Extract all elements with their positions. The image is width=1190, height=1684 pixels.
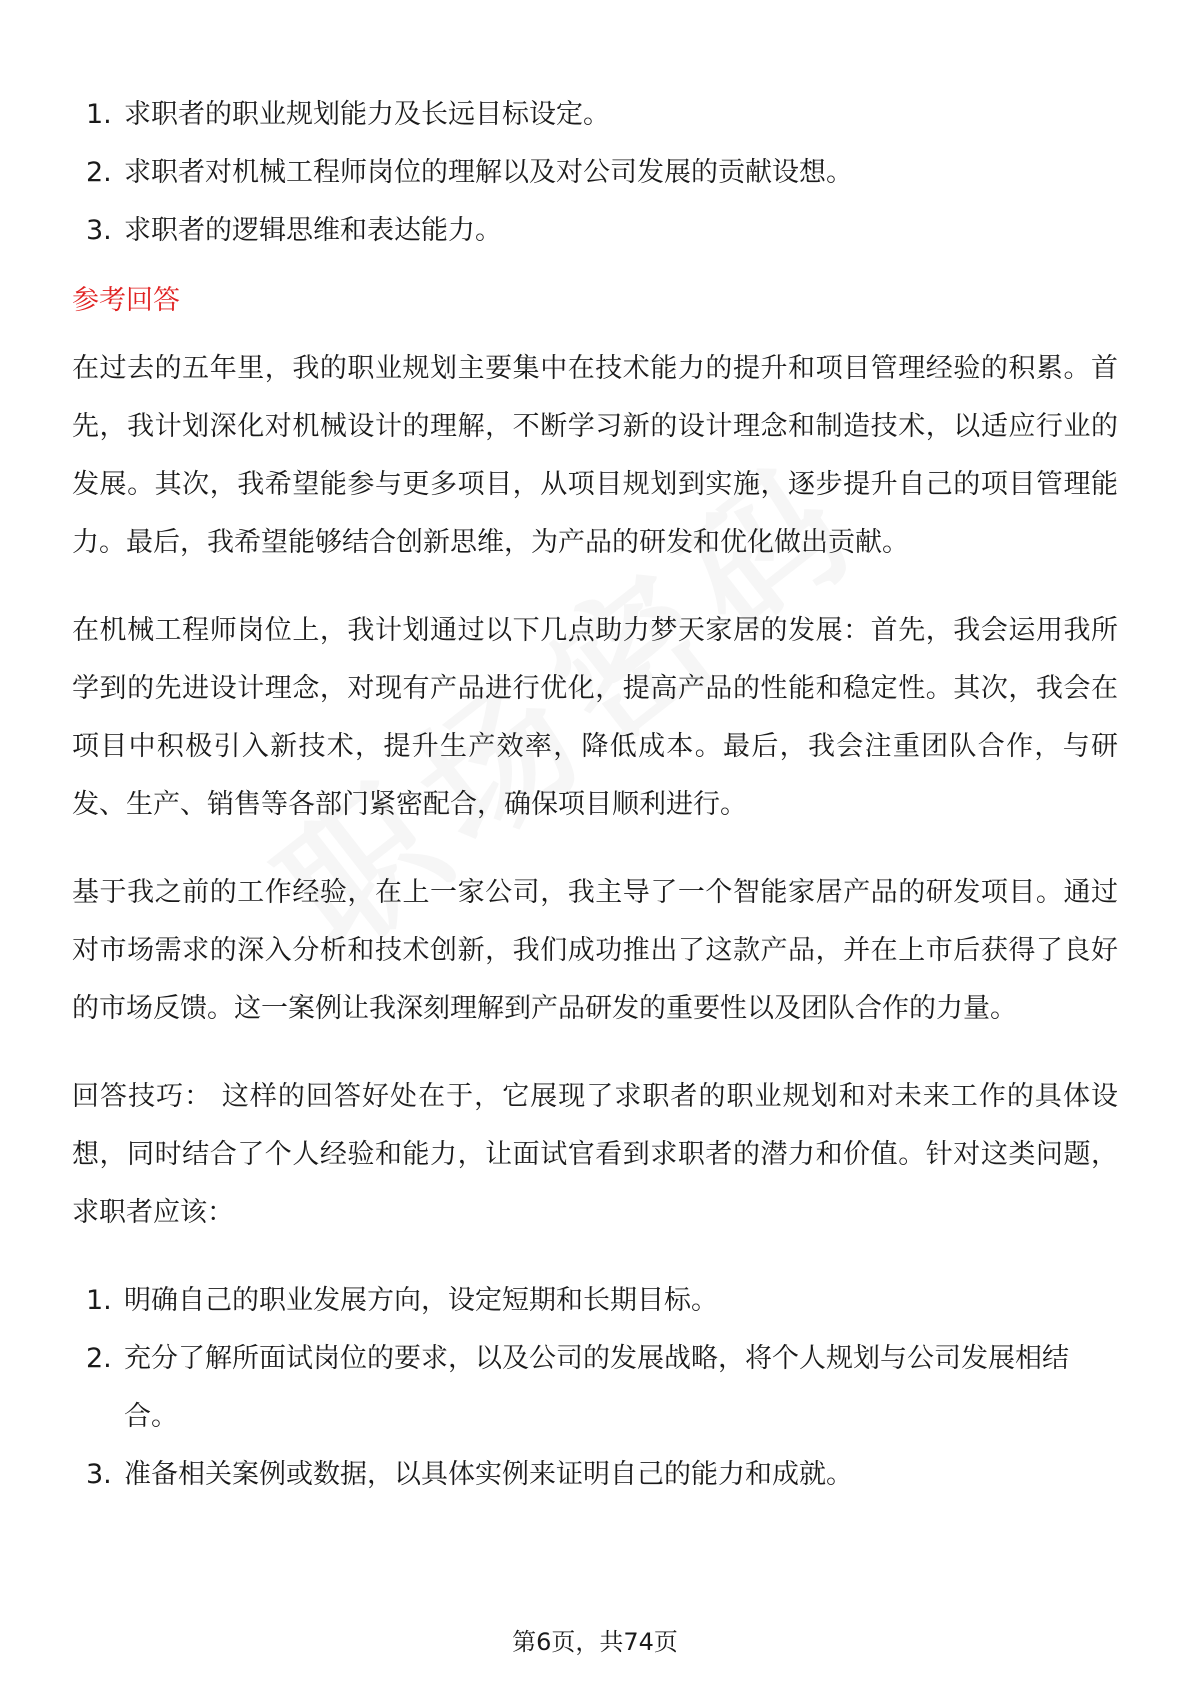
list-item-number: 3. — [86, 215, 112, 246]
list-item — [72, 1446, 1118, 1504]
list-item-number: 3. — [86, 1459, 112, 1490]
list-item — [72, 1330, 1118, 1446]
list-item-number: 2. — [86, 157, 112, 188]
paragraph-tips: 回答技巧： 这样的回答好处在于，它展现了求职者的职业规划和对未来工作的具体设想，同时结合了个人经验和能力，让面试官看到求职者的潜力和价值。针对这类问题，求职者应该： — [72, 1081, 1118, 1228]
page-content — [72, 86, 1118, 1504]
top-numbered-list — [72, 86, 1118, 260]
bottom-numbered-list — [72, 1272, 1118, 1504]
list-item — [72, 202, 1118, 260]
list-item — [72, 144, 1118, 202]
list-item — [72, 1272, 1118, 1330]
list-item-text: 充分了解所面试岗位的要求，以及公司的发展战略，将个人规划与公司发展相结合。 — [124, 1343, 1069, 1432]
list-item-text: 准备相关案例或数据，以具体实例来证明自己的能力和成就。 — [124, 1459, 853, 1490]
paragraph: 在机械工程师岗位上，我计划通过以下几点助力梦天家居的发展：首先，我会运用我所学到的先进设计理念，对现有产品进行优化，提高产品的性能和稳定性。其次，我会在项目中积极引入新技术，提升生产效率，降低成本。最后，我会注重团队合作，与研发、生产、销售等各部门紧密配合，确保项目顺利进行。 — [72, 615, 1118, 820]
page-number-footer: 第6页，共74页 — [512, 1628, 678, 1656]
list-item-text: 求职者的职业规划能力及长远目标设定。 — [124, 99, 610, 130]
list-item-text: 求职者的逻辑思维和表达能力。 — [124, 215, 502, 246]
list-item-text: 明确自己的职业发展方向，设定短期和长期目标。 — [124, 1285, 718, 1316]
list-item-number: 1. — [86, 99, 112, 130]
paragraph: 在过去的五年里，我的职业规划主要集中在技术能力的提升和项目管理经验的积累。首先，我计划深化对机械设计的理解，不断学习新的设计理念和制造技术，以适应行业的发展。其次，我希望能参与更多项目，从项目规划到实施，逐步提升自己的项目管理能力。最后，我希望能够结合创新思维，为产品的研发和优化做出贡献。 — [72, 353, 1118, 558]
list-item-number: 2. — [86, 1343, 112, 1374]
list-item-text: 求职者对机械工程师岗位的理解以及对公司发展的贡献设想。 — [124, 157, 853, 188]
list-item — [72, 86, 1118, 144]
paragraph: 基于我之前的工作经验，在上一家公司，我主导了一个智能家居产品的研发项目。通过对市场需求的深入分析和技术创新，我们成功推出了这款产品，并在上市后获得了良好的市场反馈。这一案例让我深刻理解到产品研发的重要性以及团队合作的力量。 — [72, 877, 1118, 1024]
section-heading: 参考回答 — [72, 285, 180, 316]
list-item-number: 1. — [86, 1285, 112, 1316]
